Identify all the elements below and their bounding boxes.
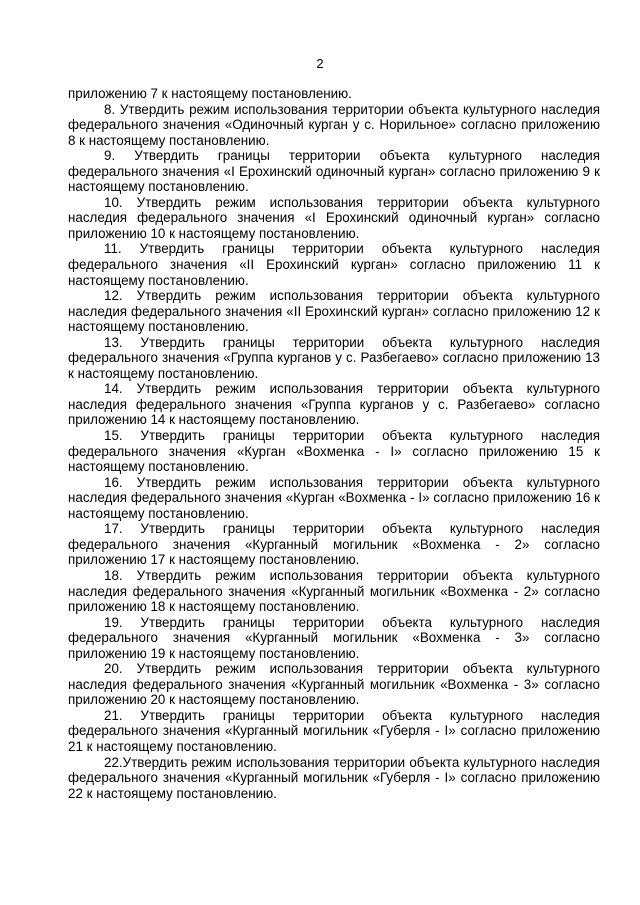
paragraph-item-13: 13. Утвердить границы территории объекта культурного наследия федерального значения «Группа курганов у с. Разбегаево» согласно приложению 13 к настоящему постановлению. [68, 334, 600, 381]
paragraph-item-17: 17. Утвердить границы территории объекта культурного наследия федерального значения «Курганный могильник «Вохменка - 2» согласно приложению 17 к настоящему постановлению. [68, 521, 600, 568]
paragraph-item-11: 11. Утвердить границы территории объекта культурного наследия федерального значения «II Ерохинский курган» согласно приложению 11 к настоящему постановлению. [68, 241, 600, 288]
paragraph-continuation: приложению 7 к настоящему постановлению. [68, 86, 352, 101]
paragraph-item-9: 9. Утвердить границы территории объекта культурного наследия федерального значения «I Ерохинский одиночный курган» согласно приложению 9 к настоящему постановлению. [68, 148, 600, 195]
paragraph-item-18: 18. Утвердить режим использования территории объекта культурного наследия федерального значения «Курганный могильник «Вохменка - 2» согласно приложению 18 к настоящему постановлению. [68, 567, 600, 615]
paragraph-item-15: 15. Утвердить границы территории объекта культурного наследия федерального значения «Курган «Вохменка - I» согласно приложению 15 к настоящему постановлению. [68, 428, 600, 475]
paragraph-item-22: 22.Утвердить режим использования территории объекта культурного наследия федерального значения «Курганный могильник «Губерля - I» согласно приложению 22 к настоящему постановлению. [68, 754, 600, 801]
paragraph-item-20: 20. Утвердить режим использования территории объекта культурного наследия федерального значения «Курганный могильник «Вохменка - 3» согласно приложению 20 к настоящему постановлению. [68, 661, 600, 708]
paragraph-item-19: 19. Утвердить границы территории объекта культурного наследия федерального значения «Курганный могильник «Вохменка - 3» согласно приложению 19 к настоящему постановлению. [68, 614, 600, 661]
paragraph-item-14: 14. Утвердить режим использования территории объекта культурного наследия федерального значения «Группа курганов у с. Разбегаево» согласно приложению 14 к настоящему постановлению. [68, 381, 600, 428]
paragraph-item-10: 10. Утвердить режим использования территории объекта культурного наследия федерального значения «I Ерохинский одиночный курган» согласно приложению 10 к настоящему постановлению. [68, 194, 600, 241]
document-body [68, 86, 600, 801]
page-number: 2 [316, 56, 324, 71]
paragraph-item-16: 16. Утвердить режим использования территории объекта культурного наследия федерального значения «Курган «Вохменка - I» согласно приложению 16 к настоящему постановлению. [68, 474, 600, 521]
paragraph-item-21: 21. Утвердить границы территории объекта культурного наследия федерального значения «Курганный могильник «Губерля - I» согласно приложению 21 к настоящему постановлению. [68, 707, 600, 754]
paragraph-item-12: 12. Утвердить режим использования территории объекта культурного наследия федерального значения «II Ерохинский курган» согласно приложению 12 к настоящему постановлению. [68, 288, 600, 335]
paragraph-item-8: 8. Утвердить режим использования территории объекта культурного наследия федерального значения «Одиночный курган у с. Норильное» согласно приложению 8 к настоящему постановлению. [68, 101, 600, 148]
